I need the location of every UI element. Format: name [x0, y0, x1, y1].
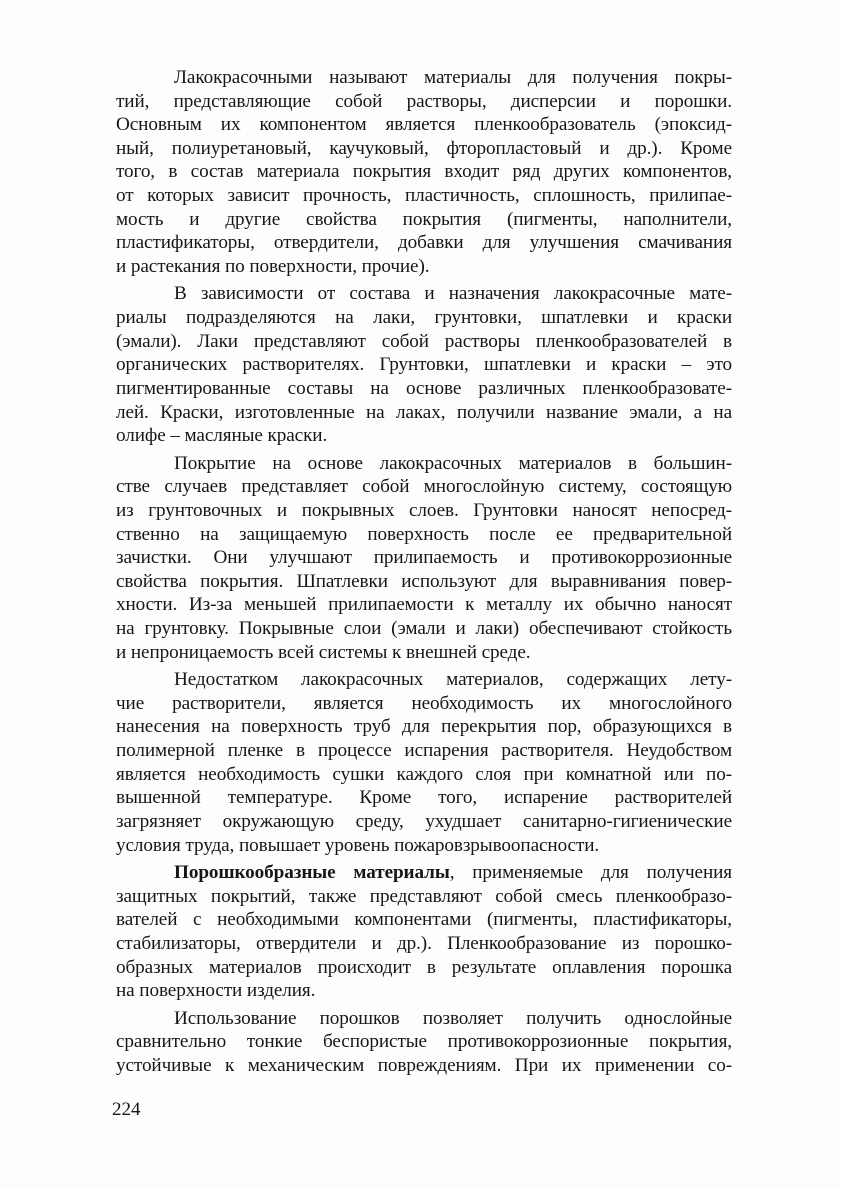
text-line: В зависимости от состава и назначения лакокрасочные мате- — [174, 283, 732, 305]
paragraph — [116, 861, 732, 1003]
text-line: устойчивые к механическим повреждениям. При их применении со- — [116, 1054, 732, 1076]
text-line: является необходимость сушки каждого слоя при комнатной или по- — [116, 763, 732, 785]
paragraph — [116, 668, 732, 857]
text-line: на поверхности изделия. — [116, 980, 316, 1002]
paragraph — [116, 282, 732, 447]
text-line: риалы подразделяются на лаки, грунтовки, шпатлевки и краски — [116, 307, 732, 329]
text-line: свойства покрытия. Шпатлевки используют для выравнивания повер- — [116, 570, 732, 592]
page-number: 224 — [112, 1099, 141, 1120]
text-line: сравнительно тонкие беспористые противокоррозионные покрытия, — [116, 1031, 732, 1053]
text-run: , применяемые для получения — [449, 862, 733, 884]
text-line: ственно на защищаемую поверхность после ее предварительной — [116, 523, 732, 545]
bold-term: Порошкообразные материалы — [174, 862, 450, 884]
text-line: Недостатком лакокрасочных материалов, содержащих лету- — [174, 669, 732, 691]
text-line: вышенной температуре. Кроме того, испарение растворителей — [116, 787, 732, 809]
text-line: полимерной пленке в процессе испарения растворителя. Неудобством — [116, 740, 732, 762]
text-line: органических растворителях. Грунтовки, шпатлевки и краски – это — [116, 354, 732, 376]
text-line: загрязняет окружающую среду, ухудшает санитарно-гигиенические — [116, 810, 732, 832]
text-line: Покрытие на основе лакокрасочных материалов в большин- — [174, 452, 732, 474]
text-line: нанесения на поверхность труб для перекрытия пор, образующихся в — [116, 716, 732, 738]
text-line: хности. Из-за меньшей прилипаемости к металлу их обычно наносят — [116, 594, 732, 616]
text-line: того, в состав материала покрытия входит ряд других компонентов, — [116, 161, 732, 183]
text-line: (эмали). Лаки представляют собой растворы пленкообразователей в — [116, 330, 732, 352]
text-line: тий, представляющие собой растворы, дисперсии и порошки. — [116, 90, 732, 112]
text-line: образных материалов происходит в результате оплавления порошка — [116, 956, 732, 978]
text-line: стабилизаторы, отвердители и др.). Пленкообразование из порошко- — [116, 932, 732, 954]
text-line: защитных покрытий, также представляют собой смесь пленкообразо- — [116, 885, 732, 907]
text-line: мость и другие свойства покрытия (пигменты, наполнители, — [116, 208, 732, 230]
text-line: условия труда, повышает уровень пожаровзрывоопасности. — [116, 834, 600, 856]
body-text — [116, 66, 732, 1078]
paragraph — [116, 66, 732, 278]
text-line: на грунтовку. Покрывные слои (эмали и лаки) обеспечивают стойкость — [116, 618, 732, 640]
text-line: и непроницаемость всей системы к внешней среде. — [116, 641, 531, 663]
text-line: вателей с необходимыми компонентами (пигменты, пластификаторы, — [116, 909, 732, 931]
text-line — [116, 861, 732, 885]
text-line: Лакокрасочными называют материалы для получения покры- — [174, 67, 732, 88]
text-line: пластификаторы, отвердители, добавки для улучшения смачивания — [116, 232, 732, 254]
text-line: ный, полиуретановый, каучуковый, фторопластовый и др.). Кроме — [116, 137, 732, 159]
paragraph — [116, 452, 732, 664]
text-line: стве случаев представляет собой многослойную систему, состоящую — [116, 476, 732, 498]
text-line: и растекания по поверхности, прочие). — [116, 255, 430, 277]
text-line: из грунтовочных и покрывных слоев. Грунтовки наносят непосред- — [116, 499, 732, 521]
text-line: пигментированные составы на основе различных пленкообразовате- — [116, 377, 732, 399]
paragraph — [116, 1007, 732, 1078]
text-line: Использование порошков позволяет получить однослойные — [174, 1007, 732, 1029]
text-line: зачистки. Они улучшают прилипаемость и противокоррозионные — [116, 547, 732, 569]
text-line: от которых зависит прочность, пластичность, сплошность, прилипае- — [116, 185, 732, 207]
text-line: чие растворители, является необходимость их многослойного — [116, 692, 732, 714]
text-line: Основным их компонентом является пленкообразователь (эпоксид- — [116, 114, 732, 136]
text-line: лей. Краски, изготовленные на лаках, получили название эмали, а на — [116, 401, 732, 423]
text-line: олифе – масляные краски. — [116, 425, 328, 447]
